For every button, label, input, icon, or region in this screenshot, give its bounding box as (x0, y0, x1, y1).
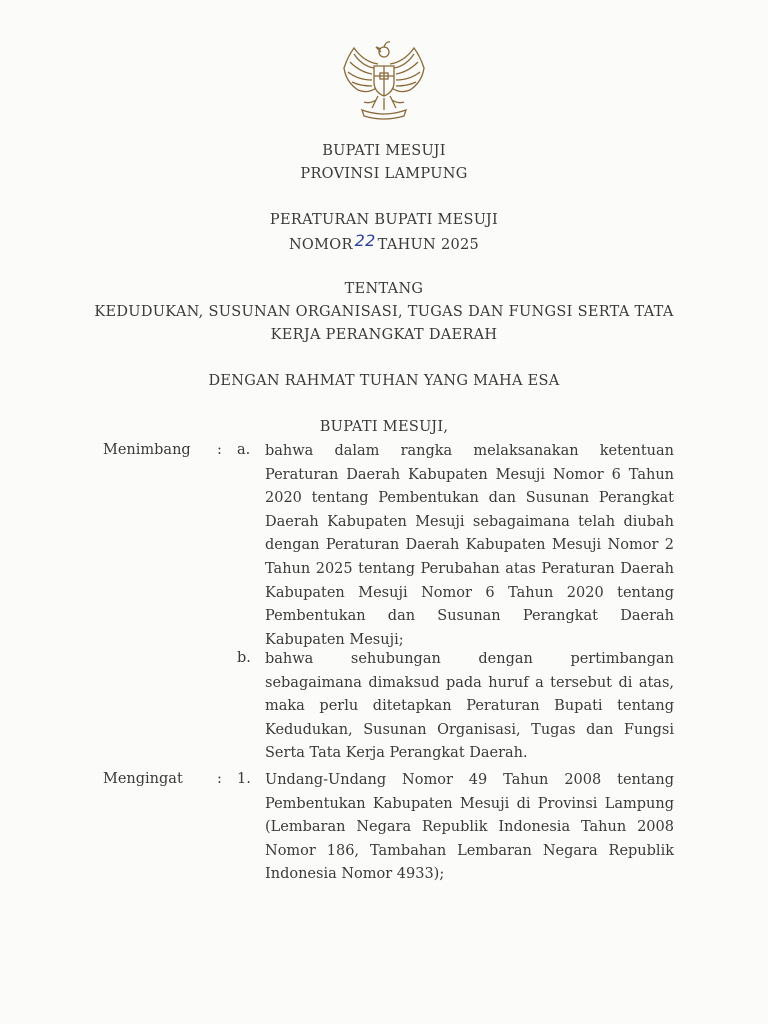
item-mark-1: 1. (237, 771, 251, 787)
nomor-suffix: TAHUN 2025 (377, 237, 480, 253)
mengingat-colon: : (217, 771, 222, 787)
mengingat-item-1: Undang-Undang Nomor 49 Tahun 2008 tentang Pembentukan Kabupaten Mesuji di Provinsi Lampung (Lembaran Negara Republik Indonesia Tahun 2008 Nomor 186, Tambahan Lembaran Negara Republik Indonesia Nomor 4933); (265, 772, 674, 883)
regulation-number (0, 231, 768, 253)
garuda-emblem-icon (334, 38, 434, 122)
subject-line-1: KEDUDUKAN, SUSUNAN ORGANISASI, TUGAS DAN FUNGSI SERTA TATA (94, 304, 674, 320)
menimbang-item-a: bahwa dalam rangka melaksanakan ketentuan Peraturan Daerah Kabupaten Mesuji Nomor 6 Tahun 2020 tentang Pembentukan dan Susunan Perangkat Daerah Kabupaten Mesuji sebagaimana telah diubah dengan Peraturan Daerah Kabupaten Mesuji Nomor 2 Tahun 2025 tentang Perubahan atas Peraturan Daerah Kabupaten Mesuji Nomor 6 Tahun 2020 tentang Pembentukan dan Susunan Perangkat Daerah Kabupaten Mesuji; (265, 443, 674, 648)
tentang-heading: TENTANG (344, 281, 424, 297)
issuer-name: BUPATI MESUJI (322, 143, 446, 159)
regulation-title: PERATURAN BUPATI MESUJI (269, 212, 499, 228)
preamble: DENGAN RAHMAT TUHAN YANG MAHA ESA (208, 373, 560, 389)
subject-line-2: KERJA PERANGKAT DAERAH (270, 327, 498, 343)
issuer-province: PROVINSI LAMPUNG (300, 166, 468, 182)
mengingat-label: Mengingat (103, 771, 183, 787)
menimbang-colon: : (217, 442, 222, 458)
menimbang-item-b: bahwa sehubungan dengan pertimbangan sebagaimana dimaksud pada huruf a tersebut di atas, maka perlu ditetapkan Peraturan Bupati tentang Kedudukan, Susunan Organisasi, Tugas dan Fungsi Serta Tata Kerja Perangkat Daerah. (265, 651, 674, 762)
handwritten-number: 22 (354, 231, 376, 250)
menimbang-label: Menimbang (103, 442, 191, 458)
item-mark-b: b. (237, 650, 251, 666)
item-mark-a: a. (237, 442, 251, 458)
nomor-prefix: NOMOR (288, 237, 353, 253)
authority: BUPATI MESUJI, (319, 419, 449, 435)
